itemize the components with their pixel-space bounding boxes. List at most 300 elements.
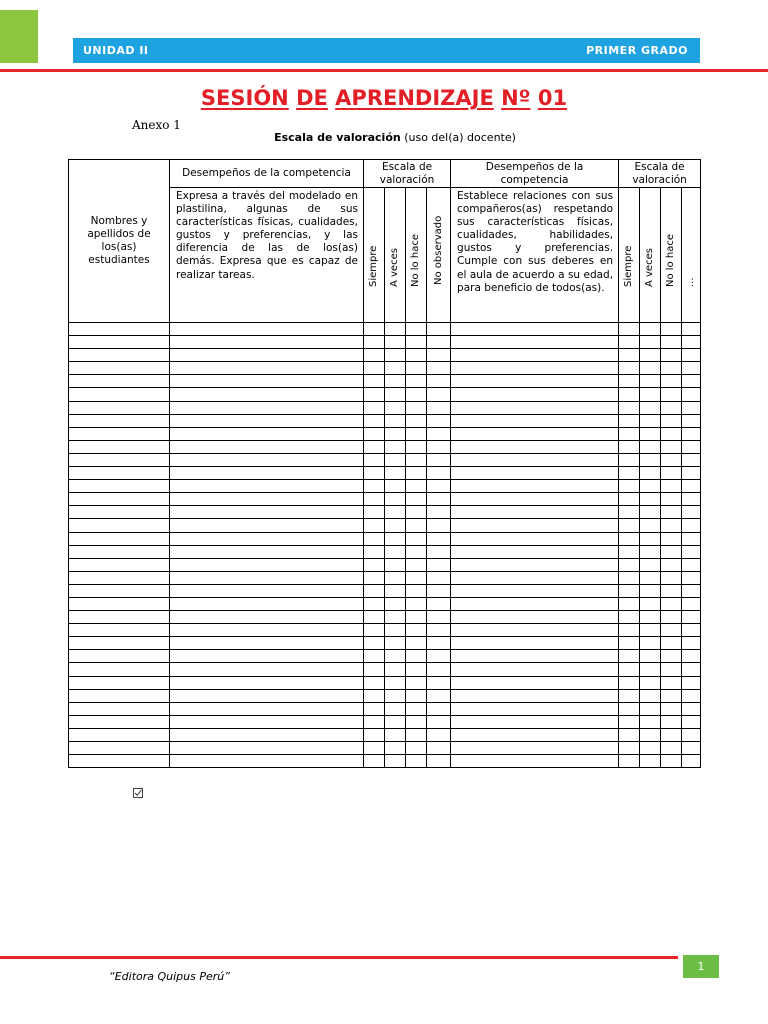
table-cell[interactable] <box>364 440 385 453</box>
table-cell[interactable] <box>619 650 640 663</box>
table-cell[interactable] <box>69 545 170 558</box>
table-cell[interactable] <box>661 728 682 741</box>
table-cell[interactable] <box>385 728 406 741</box>
table-cell[interactable] <box>619 493 640 506</box>
table-cell[interactable] <box>640 611 661 624</box>
table-cell[interactable] <box>385 742 406 755</box>
table-cell[interactable] <box>427 493 451 506</box>
table-cell[interactable] <box>427 742 451 755</box>
table-cell[interactable] <box>619 624 640 637</box>
table-cell[interactable] <box>451 362 619 375</box>
table-cell[interactable] <box>385 702 406 715</box>
table-cell[interactable] <box>619 336 640 349</box>
table-cell[interactable] <box>451 597 619 610</box>
table-cell[interactable] <box>451 532 619 545</box>
table-cell[interactable] <box>682 689 701 702</box>
table-cell[interactable] <box>661 453 682 466</box>
table-cell[interactable] <box>170 336 364 349</box>
table-cell[interactable] <box>406 532 427 545</box>
table-cell[interactable] <box>427 401 451 414</box>
table-cell[interactable] <box>640 558 661 571</box>
table-cell[interactable] <box>619 597 640 610</box>
table-cell[interactable] <box>619 453 640 466</box>
table-cell[interactable] <box>364 453 385 466</box>
table-cell[interactable] <box>682 637 701 650</box>
table-cell[interactable] <box>364 493 385 506</box>
table-cell[interactable] <box>69 742 170 755</box>
table-cell[interactable] <box>661 689 682 702</box>
table-cell[interactable] <box>170 362 364 375</box>
table-cell[interactable] <box>451 427 619 440</box>
table-cell[interactable] <box>364 519 385 532</box>
table-cell[interactable] <box>640 742 661 755</box>
table-cell[interactable] <box>682 650 701 663</box>
table-cell[interactable] <box>451 584 619 597</box>
table-cell[interactable] <box>619 427 640 440</box>
table-cell[interactable] <box>682 558 701 571</box>
table-cell[interactable] <box>406 336 427 349</box>
table-cell[interactable] <box>661 480 682 493</box>
table-cell[interactable] <box>661 375 682 388</box>
table-cell[interactable] <box>427 637 451 650</box>
table-cell[interactable] <box>619 362 640 375</box>
table-cell[interactable] <box>619 323 640 336</box>
table-cell[interactable] <box>427 323 451 336</box>
table-cell[interactable] <box>406 427 427 440</box>
table-cell[interactable] <box>364 611 385 624</box>
table-cell[interactable] <box>406 375 427 388</box>
table-cell[interactable] <box>427 440 451 453</box>
table-cell[interactable] <box>406 440 427 453</box>
table-cell[interactable] <box>661 558 682 571</box>
table-cell[interactable] <box>451 519 619 532</box>
table-cell[interactable] <box>385 611 406 624</box>
table-cell[interactable] <box>640 519 661 532</box>
table-cell[interactable] <box>682 532 701 545</box>
table-cell[interactable] <box>682 571 701 584</box>
table-cell[interactable] <box>451 480 619 493</box>
table-cell[interactable] <box>661 755 682 768</box>
table-cell[interactable] <box>170 558 364 571</box>
table-cell[interactable] <box>682 715 701 728</box>
table-cell[interactable] <box>69 650 170 663</box>
table-cell[interactable] <box>406 584 427 597</box>
table-cell[interactable] <box>170 453 364 466</box>
table-cell[interactable] <box>406 414 427 427</box>
table-cell[interactable] <box>406 453 427 466</box>
table-cell[interactable] <box>69 506 170 519</box>
table-cell[interactable] <box>451 467 619 480</box>
table-cell[interactable] <box>170 506 364 519</box>
table-cell[interactable] <box>385 676 406 689</box>
table-cell[interactable] <box>427 650 451 663</box>
table-cell[interactable] <box>170 467 364 480</box>
table-cell[interactable] <box>451 336 619 349</box>
table-cell[interactable] <box>619 480 640 493</box>
table-cell[interactable] <box>364 401 385 414</box>
table-cell[interactable] <box>170 532 364 545</box>
table-cell[interactable] <box>170 323 364 336</box>
table-cell[interactable] <box>69 637 170 650</box>
table-cell[interactable] <box>406 362 427 375</box>
table-cell[interactable] <box>451 715 619 728</box>
table-cell[interactable] <box>682 323 701 336</box>
table-cell[interactable] <box>619 532 640 545</box>
table-cell[interactable] <box>640 493 661 506</box>
table-cell[interactable] <box>170 611 364 624</box>
table-cell[interactable] <box>364 349 385 362</box>
table-cell[interactable] <box>640 728 661 741</box>
table-cell[interactable] <box>640 715 661 728</box>
table-cell[interactable] <box>451 742 619 755</box>
table-cell[interactable] <box>170 571 364 584</box>
table-cell[interactable] <box>427 480 451 493</box>
table-cell[interactable] <box>427 388 451 401</box>
table-cell[interactable] <box>364 584 385 597</box>
table-cell[interactable] <box>682 440 701 453</box>
table-cell[interactable] <box>170 742 364 755</box>
table-cell[interactable] <box>385 715 406 728</box>
table-cell[interactable] <box>69 323 170 336</box>
table-cell[interactable] <box>170 414 364 427</box>
table-cell[interactable] <box>640 597 661 610</box>
table-cell[interactable] <box>69 480 170 493</box>
table-cell[interactable] <box>406 742 427 755</box>
table-cell[interactable] <box>619 637 640 650</box>
table-cell[interactable] <box>170 427 364 440</box>
table-cell[interactable] <box>619 663 640 676</box>
table-cell[interactable] <box>364 663 385 676</box>
table-cell[interactable] <box>364 597 385 610</box>
table-cell[interactable] <box>406 597 427 610</box>
table-cell[interactable] <box>364 676 385 689</box>
table-cell[interactable] <box>661 427 682 440</box>
table-cell[interactable] <box>661 467 682 480</box>
table-cell[interactable] <box>619 467 640 480</box>
table-cell[interactable] <box>406 689 427 702</box>
table-cell[interactable] <box>385 336 406 349</box>
table-cell[interactable] <box>69 728 170 741</box>
table-cell[interactable] <box>661 493 682 506</box>
table-cell[interactable] <box>682 584 701 597</box>
table-cell[interactable] <box>364 467 385 480</box>
table-cell[interactable] <box>661 676 682 689</box>
table-cell[interactable] <box>682 427 701 440</box>
table-cell[interactable] <box>69 571 170 584</box>
table-cell[interactable] <box>427 467 451 480</box>
table-cell[interactable] <box>69 624 170 637</box>
table-cell[interactable] <box>427 611 451 624</box>
table-cell[interactable] <box>640 414 661 427</box>
table-cell[interactable] <box>364 689 385 702</box>
table-cell[interactable] <box>406 663 427 676</box>
table-cell[interactable] <box>661 349 682 362</box>
table-cell[interactable] <box>427 702 451 715</box>
table-cell[interactable] <box>170 584 364 597</box>
table-cell[interactable] <box>427 453 451 466</box>
table-cell[interactable] <box>427 728 451 741</box>
table-cell[interactable] <box>661 506 682 519</box>
table-cell[interactable] <box>406 480 427 493</box>
table-cell[interactable] <box>640 388 661 401</box>
table-cell[interactable] <box>451 676 619 689</box>
table-cell[interactable] <box>427 689 451 702</box>
table-cell[interactable] <box>406 545 427 558</box>
table-cell[interactable] <box>619 388 640 401</box>
table-cell[interactable] <box>385 480 406 493</box>
table-cell[interactable] <box>682 702 701 715</box>
table-cell[interactable] <box>170 349 364 362</box>
table-cell[interactable] <box>619 715 640 728</box>
table-cell[interactable] <box>619 519 640 532</box>
table-cell[interactable] <box>427 715 451 728</box>
table-cell[interactable] <box>364 650 385 663</box>
table-cell[interactable] <box>661 323 682 336</box>
table-cell[interactable] <box>427 414 451 427</box>
table-cell[interactable] <box>640 624 661 637</box>
table-cell[interactable] <box>364 427 385 440</box>
table-cell[interactable] <box>364 414 385 427</box>
table-cell[interactable] <box>170 375 364 388</box>
table-cell[interactable] <box>619 611 640 624</box>
table-cell[interactable] <box>364 742 385 755</box>
table-cell[interactable] <box>385 532 406 545</box>
table-cell[interactable] <box>619 571 640 584</box>
table-cell[interactable] <box>640 467 661 480</box>
table-cell[interactable] <box>427 545 451 558</box>
table-cell[interactable] <box>385 362 406 375</box>
table-cell[interactable] <box>385 453 406 466</box>
table-cell[interactable] <box>640 375 661 388</box>
table-cell[interactable] <box>451 637 619 650</box>
table-cell[interactable] <box>69 715 170 728</box>
table-cell[interactable] <box>682 414 701 427</box>
table-cell[interactable] <box>640 362 661 375</box>
table-cell[interactable] <box>385 689 406 702</box>
table-cell[interactable] <box>69 676 170 689</box>
table-cell[interactable] <box>385 440 406 453</box>
table-cell[interactable] <box>69 584 170 597</box>
table-cell[interactable] <box>661 715 682 728</box>
table-cell[interactable] <box>427 755 451 768</box>
table-cell[interactable] <box>69 362 170 375</box>
table-cell[interactable] <box>427 571 451 584</box>
table-cell[interactable] <box>640 453 661 466</box>
table-cell[interactable] <box>69 388 170 401</box>
table-cell[interactable] <box>385 427 406 440</box>
table-cell[interactable] <box>451 545 619 558</box>
table-cell[interactable] <box>682 506 701 519</box>
table-cell[interactable] <box>385 558 406 571</box>
table-cell[interactable] <box>640 571 661 584</box>
table-cell[interactable] <box>661 611 682 624</box>
table-cell[interactable] <box>661 702 682 715</box>
table-cell[interactable] <box>640 689 661 702</box>
table-cell[interactable] <box>661 584 682 597</box>
table-cell[interactable] <box>364 323 385 336</box>
table-cell[interactable] <box>364 532 385 545</box>
table-cell[interactable] <box>640 702 661 715</box>
table-cell[interactable] <box>619 414 640 427</box>
table-cell[interactable] <box>385 571 406 584</box>
table-cell[interactable] <box>385 584 406 597</box>
table-cell[interactable] <box>406 467 427 480</box>
table-cell[interactable] <box>619 742 640 755</box>
table-cell[interactable] <box>451 755 619 768</box>
table-cell[interactable] <box>619 506 640 519</box>
table-cell[interactable] <box>682 597 701 610</box>
table-cell[interactable] <box>364 506 385 519</box>
table-cell[interactable] <box>619 728 640 741</box>
table-cell[interactable] <box>69 663 170 676</box>
table-cell[interactable] <box>385 624 406 637</box>
table-cell[interactable] <box>682 336 701 349</box>
table-cell[interactable] <box>619 584 640 597</box>
table-cell[interactable] <box>364 728 385 741</box>
table-cell[interactable] <box>451 414 619 427</box>
table-cell[interactable] <box>406 388 427 401</box>
table-cell[interactable] <box>451 624 619 637</box>
table-cell[interactable] <box>661 597 682 610</box>
table-cell[interactable] <box>640 349 661 362</box>
table-cell[interactable] <box>385 414 406 427</box>
table-cell[interactable] <box>427 558 451 571</box>
table-cell[interactable] <box>640 584 661 597</box>
table-cell[interactable] <box>364 624 385 637</box>
table-cell[interactable] <box>661 650 682 663</box>
table-cell[interactable] <box>640 336 661 349</box>
table-cell[interactable] <box>406 702 427 715</box>
table-cell[interactable] <box>364 755 385 768</box>
table-cell[interactable] <box>170 519 364 532</box>
table-cell[interactable] <box>385 755 406 768</box>
table-cell[interactable] <box>661 414 682 427</box>
table-cell[interactable] <box>682 519 701 532</box>
table-cell[interactable] <box>451 349 619 362</box>
table-cell[interactable] <box>640 663 661 676</box>
checkbox-checked-icon[interactable] <box>133 788 143 798</box>
table-cell[interactable] <box>619 676 640 689</box>
table-cell[interactable] <box>406 506 427 519</box>
table-cell[interactable] <box>640 676 661 689</box>
table-cell[interactable] <box>170 702 364 715</box>
table-cell[interactable] <box>170 545 364 558</box>
table-cell[interactable] <box>427 362 451 375</box>
table-cell[interactable] <box>170 689 364 702</box>
table-cell[interactable] <box>451 375 619 388</box>
table-cell[interactable] <box>640 427 661 440</box>
table-cell[interactable] <box>69 755 170 768</box>
table-cell[interactable] <box>385 519 406 532</box>
table-cell[interactable] <box>364 362 385 375</box>
table-cell[interactable] <box>427 676 451 689</box>
table-cell[interactable] <box>682 388 701 401</box>
table-cell[interactable] <box>661 401 682 414</box>
table-cell[interactable] <box>69 427 170 440</box>
table-cell[interactable] <box>427 375 451 388</box>
table-cell[interactable] <box>69 519 170 532</box>
table-cell[interactable] <box>451 401 619 414</box>
table-cell[interactable] <box>682 349 701 362</box>
table-cell[interactable] <box>385 493 406 506</box>
table-cell[interactable] <box>661 336 682 349</box>
table-cell[interactable] <box>661 742 682 755</box>
table-cell[interactable] <box>427 663 451 676</box>
table-cell[interactable] <box>385 401 406 414</box>
table-cell[interactable] <box>619 545 640 558</box>
table-cell[interactable] <box>661 388 682 401</box>
table-cell[interactable] <box>682 480 701 493</box>
table-cell[interactable] <box>451 440 619 453</box>
table-cell[interactable] <box>640 440 661 453</box>
table-cell[interactable] <box>682 453 701 466</box>
table-cell[interactable] <box>406 728 427 741</box>
table-cell[interactable] <box>364 571 385 584</box>
table-cell[interactable] <box>406 637 427 650</box>
table-cell[interactable] <box>385 650 406 663</box>
table-cell[interactable] <box>451 558 619 571</box>
table-cell[interactable] <box>69 689 170 702</box>
table-cell[interactable] <box>661 663 682 676</box>
table-cell[interactable] <box>406 571 427 584</box>
table-cell[interactable] <box>364 637 385 650</box>
table-cell[interactable] <box>69 493 170 506</box>
table-cell[interactable] <box>682 728 701 741</box>
table-cell[interactable] <box>385 349 406 362</box>
table-cell[interactable] <box>170 637 364 650</box>
table-cell[interactable] <box>364 715 385 728</box>
table-cell[interactable] <box>661 637 682 650</box>
table-cell[interactable] <box>170 676 364 689</box>
table-cell[interactable] <box>69 401 170 414</box>
table-cell[interactable] <box>406 650 427 663</box>
table-cell[interactable] <box>385 506 406 519</box>
table-cell[interactable] <box>170 715 364 728</box>
table-cell[interactable] <box>69 597 170 610</box>
table-cell[interactable] <box>69 532 170 545</box>
table-cell[interactable] <box>170 388 364 401</box>
table-cell[interactable] <box>661 519 682 532</box>
table-cell[interactable] <box>170 755 364 768</box>
table-cell[interactable] <box>682 467 701 480</box>
table-cell[interactable] <box>682 611 701 624</box>
table-cell[interactable] <box>69 611 170 624</box>
table-cell[interactable] <box>427 584 451 597</box>
table-cell[interactable] <box>682 401 701 414</box>
table-cell[interactable] <box>640 323 661 336</box>
table-cell[interactable] <box>619 689 640 702</box>
table-cell[interactable] <box>682 375 701 388</box>
table-cell[interactable] <box>661 624 682 637</box>
table-cell[interactable] <box>364 375 385 388</box>
table-cell[interactable] <box>451 663 619 676</box>
table-cell[interactable] <box>640 545 661 558</box>
table-cell[interactable] <box>451 650 619 663</box>
table-cell[interactable] <box>385 637 406 650</box>
table-cell[interactable] <box>364 336 385 349</box>
table-cell[interactable] <box>661 532 682 545</box>
table-cell[interactable] <box>661 440 682 453</box>
table-cell[interactable] <box>640 650 661 663</box>
table-cell[interactable] <box>451 689 619 702</box>
table-cell[interactable] <box>170 401 364 414</box>
table-cell[interactable] <box>170 650 364 663</box>
table-cell[interactable] <box>170 624 364 637</box>
table-cell[interactable] <box>69 453 170 466</box>
table-cell[interactable] <box>619 558 640 571</box>
table-cell[interactable] <box>640 480 661 493</box>
table-cell[interactable] <box>640 401 661 414</box>
